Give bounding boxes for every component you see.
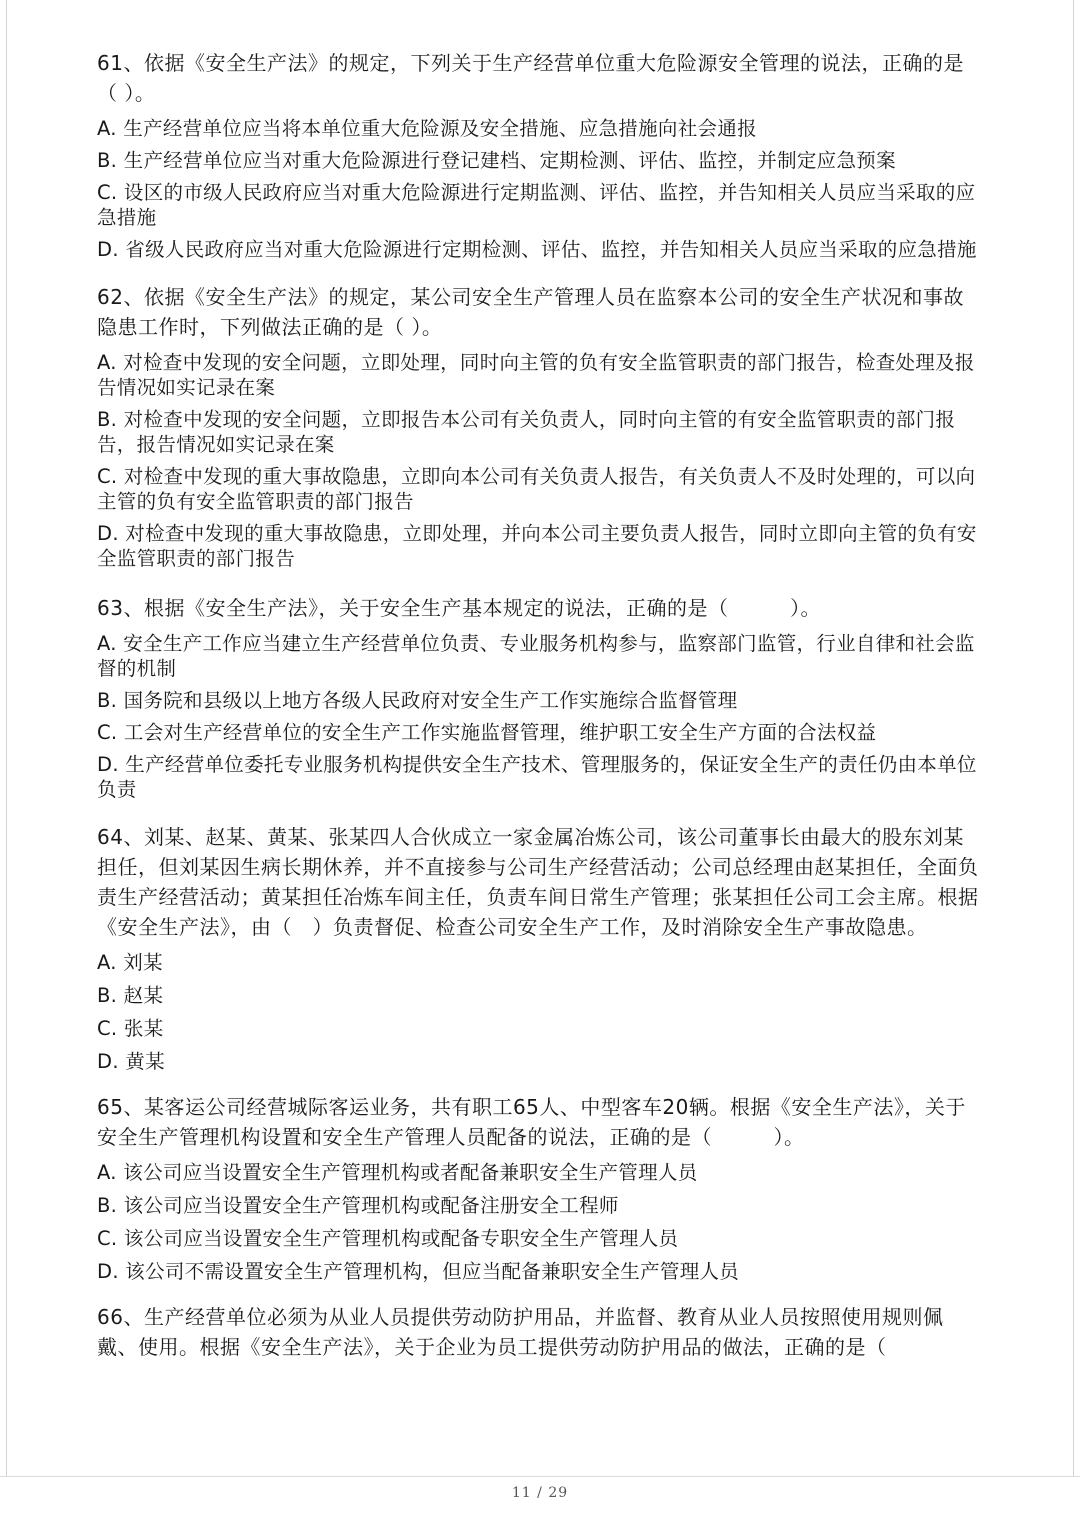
question-stem: 66、生产经营单位必须为从业人员提供劳动防护用品，并监督、教育从业人员按照使用规则佩戴、使用。根据《安全生产法》，关于企业为员工提供劳动防护用品的做法，正确的是（ <box>97 1305 944 1359</box>
question-stem: 64、刘某、赵某、黄某、张某四人合伙成立一家金属冶炼公司，该公司董事长由最大的股东刘某担任，但刘某因生病长期休养，并不直接参与公司生产经营活动；公司总经理由赵某担任，全面负责生产经营活动；黄某担任冶炼车间主任，负责车间日常生产管理；张某担任公司工会主席。根据《安全生产法》，由（ ）负责督促、检查公司安全生产工作，及时消除安全生产事故隐患。 <box>97 825 979 939</box>
option-b: B. 该公司应当设置安全生产管理机构或配备注册安全工程师 <box>97 1194 619 1217</box>
question-64 <box>97 822 979 1074</box>
option-a: A. 该公司应当设置安全生产管理机构或者配备兼职安全生产管理人员 <box>97 1161 698 1184</box>
page-number <box>0 1485 1080 1501</box>
option-b: B. 生产经营单位应当对重大危险源进行登记建档、定期检测、评估、监控，并制定应急预案 <box>97 149 896 172</box>
option-d: D. 对检查中发现的重大事故隐患，立即处理，并向本公司主要负责人报告，同时立即向主管的负有安全监管职责的部门报告 <box>97 522 977 570</box>
option-b: B. 国务院和县级以上地方各级人民政府对安全生产工作实施综合监督管理 <box>97 689 738 712</box>
question-63 <box>97 593 979 802</box>
option-a: A. 刘某 <box>97 951 163 974</box>
question-65 <box>97 1092 979 1284</box>
option-b: B. 对检查中发现的安全问题，立即报告本公司有关负责人，同时向主管的有安全监管职责的部门报告，报告情况如实记录在案 <box>97 408 956 456</box>
option-a: A. 安全生产工作应当建立生产经营单位负责、专业服务机构参与，监察部门监管，行业自律和社会监督的机制 <box>97 632 975 680</box>
question-61 <box>97 48 979 262</box>
question-62 <box>97 282 979 571</box>
option-d: D. 该公司不需设置安全生产管理机构，但应当配备兼职安全生产管理人员 <box>97 1260 740 1283</box>
option-c: C. 工会对生产经营单位的安全生产工作实施监督管理，维护职工安全生产方面的合法权益 <box>97 721 877 744</box>
option-d: D. 黄某 <box>97 1050 165 1073</box>
page-current: 11 <box>511 1485 532 1501</box>
question-stem: 62、依据《安全生产法》的规定，某公司安全生产管理人员在监察本公司的安全生产状况和事故隐患工作时，下列做法正确的是（ ）。 <box>97 285 964 339</box>
question-list <box>97 48 979 1370</box>
option-c: C. 对检查中发现的重大事故隐患，立即向本公司有关负责人报告，有关负责人不及时处理的，可以向主管的负有安全监管职责的部门报告 <box>97 465 976 513</box>
page-bottom-divider <box>0 1476 1080 1477</box>
option-c: C. 设区的市级人民政府应当对重大危险源进行定期监测、评估、监控，并告知相关人员应当采取的应急措施 <box>97 181 976 229</box>
option-c: C. 张某 <box>97 1017 164 1040</box>
page-total: 29 <box>548 1485 569 1501</box>
right-page-border <box>1073 0 1074 1476</box>
option-d: D. 省级人民政府应当对重大危险源进行定期检测、评估、监控，并告知相关人员应当采取的应急措施 <box>97 238 977 261</box>
page-separator: / <box>537 1485 543 1501</box>
option-d: D. 生产经营单位委托专业服务机构提供安全生产技术、管理服务的，保证安全生产的责任仍由本单位负责 <box>97 753 977 801</box>
question-stem: 63、根据《安全生产法》，关于安全生产基本规定的说法，正确的是（ ）。 <box>97 596 821 620</box>
option-b: B. 赵某 <box>97 984 164 1007</box>
question-stem: 65、某客运公司经营城际客运业务，共有职工65人、中型客车20辆。根据《安全生产法》，关于安全生产管理机构设置和安全生产管理人员配备的说法，正确的是（ ）。 <box>97 1095 966 1149</box>
question-stem: 61、依据《安全生产法》的规定，下列关于生产经营单位重大危险源安全管理的说法，正确的是（ ）。 <box>97 51 964 105</box>
option-c: C. 该公司应当设置安全生产管理机构或配备专职安全生产管理人员 <box>97 1227 679 1250</box>
question-66 <box>97 1302 979 1362</box>
left-page-border <box>6 0 7 1476</box>
option-a: A. 对检查中发现的安全问题，立即处理，同时向主管的负有安全监管职责的部门报告，检查处理及报告情况如实记录在案 <box>97 351 975 399</box>
option-a: A. 生产经营单位应当将本单位重大危险源及安全措施、应急措施向社会通报 <box>97 117 757 140</box>
